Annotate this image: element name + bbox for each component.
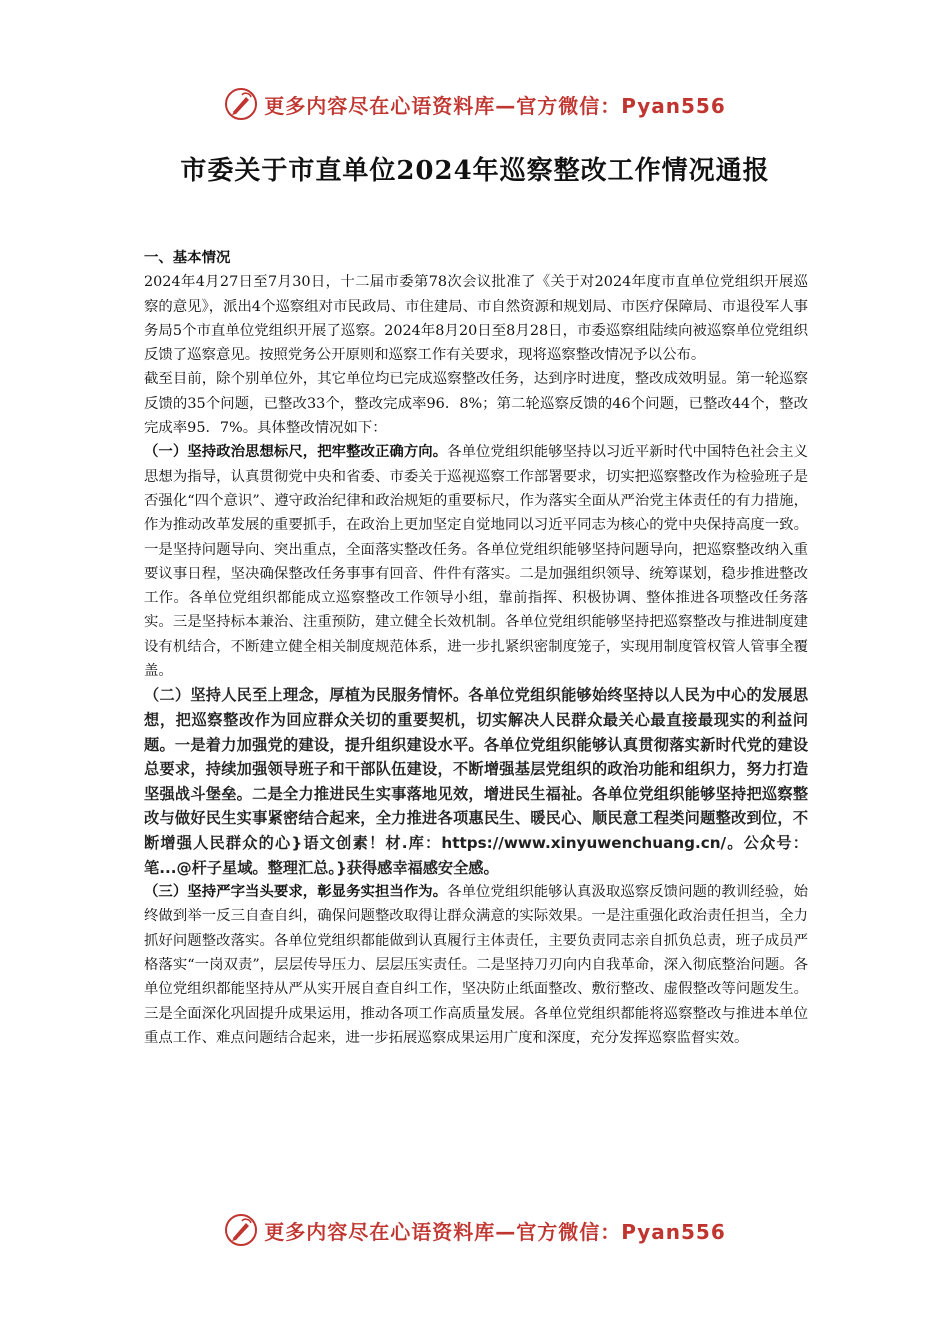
item-body: 各单位党组织能够认真汲取巡察反馈问题的教训经验，始终做到举一反三自查自纠，确保问题整改取得让群众满意的实际效果。一是注重强化政治责任担当，全力抓好问题整改落实。各单位党组织都能做到认真履行主体责任，主要负责同志亲自抓负总责，班子成员严格落实“一岗双责”，层层传导压力、层层压实责任。二是坚持刀刃向内自我革命，深入彻底整治问题。各单位党组织都能坚持从严从实开展自查自纠工作，坚决防止纸面整改、敷衍整改、虚假整改等问题发生。三是全面深化巩固提升成果运用，推动各项工作高质量发展。各单位党组织都能将巡察整改与推进本单位重点工作、难点问题结合起来，进一步拓展巡察成果运用广度和深度，充分发挥巡察监督实效。: [144, 884, 808, 1046]
paragraph: 截至目前，除个别单位外，其它单位均已完成巡察整改任务，达到序时进度，整改成效明显。第一轮巡察反馈的35个问题，已整改33个，整改完成率96．8%；第二轮巡察反馈的46个问题，已整改44个，整改完成率95．7%。具体整改情况如下：: [144, 371, 808, 437]
item-heading: （二）坚持人民至上理念，厚植为民服务情怀。: [144, 686, 469, 705]
banner-text: 更多内容尽在心语资料库—官方微信：Pyan556: [264, 93, 726, 118]
document-body: [144, 246, 808, 1050]
pen-logo-icon: [224, 87, 258, 121]
footer-banner: [0, 1210, 950, 1250]
paragraph: [144, 880, 808, 1050]
item-body: 各单位党组织能够始终坚持以人民为中心的发展思想，把巡察整改作为回应群众关切的重要契机，切实解决人民群众最关心最直接最现实的利益问题。一是着力加强党的建设，提升组织建设水平。各单位党组织能够认真贯彻落实新时代党的建设总要求，持续加强领导班子和干部队伍建设，不断增强基层党组织的政治功能和组织力，努力打造坚强战斗堡垒。二是全力推进民生实事落地见效，增进民生福祉。各单位党组织能够坚持把巡察整改与做好民生实事紧密结合起来，全力推进各项惠民生、暖民心、顺民意工程类问题整改到位，不断增强人民群众的心}语文创素！材.库：https://www.xinyuwenchuang.cn/。公众号：笔...@杆子星域。整理汇总。}获得感幸福感安全感。: [144, 686, 809, 877]
paragraph: [144, 440, 808, 683]
pen-logo-icon: [224, 1213, 258, 1247]
paragraph: 2024年4月27日至7月30日，十二届市委第78次会议批准了《关于对2024年度市直单位党组织开展巡察的意见》，派出4个巡察组对市民政局、市住建局、市自然资源和规划局、市医疗保障局、市退役军人事务局5个市直单位党组织开展了巡察。2024年8月20日至8月28日，市委巡察组陆续向被巡察单位党组织反馈了巡察意见。按照党务公开原则和巡察工作有关要求，现将巡察整改情况予以公布。: [144, 274, 808, 364]
document-title: 市委关于市直单位2024年巡察整改工作情况通报: [180, 156, 770, 186]
section-heading: 一、基本情况: [144, 250, 231, 266]
item-body: 各单位党组织能够坚持以习近平新时代中国特色社会主义思想为指导，认真贯彻党中央和省委、市委关于巡视巡察工作部署要求，切实把巡察整改作为检验班子是否强化“四个意识”、遵守政治纪律和政治规矩的重要标尺，作为落实全面从严治党主体责任的有力措施，作为推动改革发展的重要抓手，在政治上更加坚定自觉地同以习近平同志为核心的党中央保持高度一致。一是坚持问题导向、突出重点，全面落实整改任务。各单位党组织能够坚持问题导向，把巡察整改纳入重要议事日程，坚决确保整改任务事事有回音、件件有落实。二是加强组织领导、统筹谋划，稳步推进整改工作。各单位党组织都能成立巡察整改工作领导小组，靠前指挥、积极协调、整体推进各项整改任务落实。三是坚持标本兼治、注重预防，建立健全长效机制。各单位党组织能够坚持把巡察整改与推进制度建设有机结合，不断建立健全相关制度规范体系，进一步扎紧织密制度笼子，实现用制度管权管人管事全覆盖。: [144, 444, 808, 680]
item-heading: （三）坚持严字当头要求，彰显务实担当作为。: [144, 884, 448, 901]
item-heading: （一）坚持政治思想标尺，把牢整改正确方向。: [144, 444, 448, 461]
banner-text: 更多内容尽在心语资料库—官方微信：Pyan556: [264, 1219, 726, 1244]
header-banner: [0, 84, 950, 124]
paragraph: [144, 683, 808, 880]
